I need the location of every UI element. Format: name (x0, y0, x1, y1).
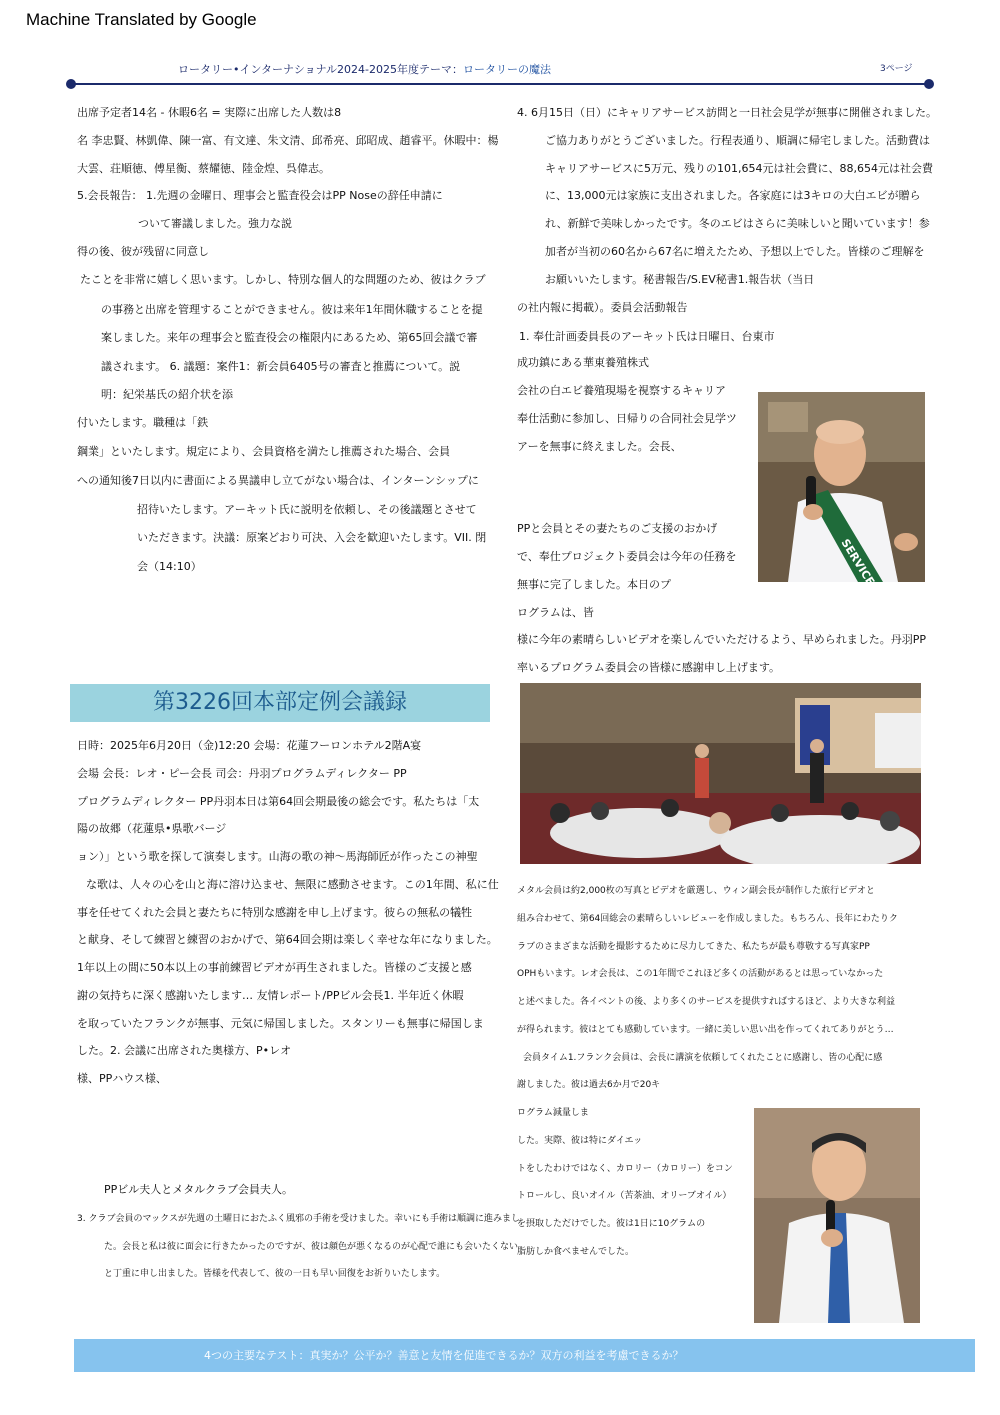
text-line: 成功鎮にある華東養殖株式 (517, 356, 649, 369)
text-line: トロールし、良いオイル（苦茶油、オリーブオイル） (517, 1191, 732, 1201)
text-line: した。実際、彼は特にダイエッ (517, 1136, 643, 1146)
rule-right-dot (924, 79, 934, 89)
text-line: 4. 6月15日（日）にキャリアサービス訪問と一日社会見学が無事に開催されました。 (517, 106, 937, 119)
text-line: ログラムは、皆 (517, 606, 594, 619)
text-line: への通知後7日以内に書面による異議申し立てがない場合は、インターンシップに (77, 474, 479, 487)
text-line: 組み合わせて、第64回総会の素晴らしいレビューを作成しました。もちろん、長年にわたりク (517, 914, 898, 924)
text-line: お願いいたします。秘書報告/S.EV秘書1.報告状（当日 (545, 273, 815, 286)
text-line: 加者が当初の60名から67名に増えたため、予想以上でした。皆様のご理解を (545, 245, 925, 258)
text-line: 大雲、荘順徳、傅星衡、蔡耀徳、陸金煌、呉偉志。 (77, 162, 330, 175)
photo-member-microphone (754, 1108, 920, 1323)
text-line: 様、PPハウス様、 (77, 1072, 167, 1085)
text-line: と献身、そして練習と練習のおかげで、第64回会期は楽しく幸せな年になりました。 (77, 933, 498, 946)
text-line: 謝の気持ちに深く感謝いたします… 友情レポート/PPビル会長1. 半年近く休暇 (77, 989, 464, 1002)
text-line: PPビル夫人とメタルクラブ会員夫人。 (104, 1183, 294, 1196)
text-line: に、13,000元は家族に支出されました。各家庭には3キロの大白エビが贈ら (545, 189, 921, 202)
theme-prefix: ロータリー•インターナショナル2024-2025年度テーマ： (178, 63, 464, 76)
text-line: 得の後、彼が残留に同意し (77, 245, 209, 258)
text-line: キャリアサービスに5万元、残りの101,654元は社会費に、88,654元は社会費 (545, 162, 933, 175)
text-line: 様に今年の素晴らしいビデオを楽しんでいただけるよう、早められました。丹羽PP (517, 633, 927, 646)
photo-speaker-sash (758, 392, 925, 582)
text-line: 会社の白エビ養殖現場を視察するキャリア (517, 384, 726, 397)
text-line: 陽の故郷（花蓮県•県歌バージ (77, 822, 227, 835)
text-line: 付いたします。職種は「鉄 (77, 416, 209, 429)
text-line: ご協力ありがとうございました。行程表通り、順調に帰宅しました。活動費は (545, 134, 930, 147)
newsletter-theme-header (178, 61, 551, 77)
text-line: ラブのさまざまな活動を撮影するために尽力してきた、私たちが最も尊敬する写真家PP (517, 942, 870, 952)
text-line: ョン）」という歌を探して演奏します。山海の歌の神～馬海師匠が作ったこの神聖 (77, 850, 478, 863)
text-line: 名 李忠賢、林凱偉、陳一富、有文達、朱文清、邱希亮、邱昭成、趙睿平。休暇中：楊 (77, 134, 499, 147)
page-number: 3ページ (880, 64, 913, 74)
text-line: ログラム減量しま (517, 1108, 589, 1118)
photo-meeting-room (520, 683, 921, 864)
text-line: の事務と出席を管理することができません。彼は来年1年間休職することを提 (101, 303, 483, 316)
text-line: プログラムディレクター PP丹羽本日は第64回会期最後の総会です。私たちは「太 (77, 795, 480, 808)
rule-left-dot (66, 79, 76, 89)
text-line: 率いるプログラム委員会の皆様に感謝申し上げます。 (517, 661, 781, 674)
text-line: トをしたわけではなく、カロリー（カロリー）をコン (517, 1164, 733, 1174)
text-line: した。2. 会議に出席された奥様方、P•レオ (77, 1044, 292, 1057)
text-line: と丁重に申し出ました。皆様を代表して、彼の一日も早い回復をお祈りいたします。 (104, 1269, 446, 1279)
text-line: 1. 奉仕計画委員長のアーキット氏は日曜日、台東市 (519, 330, 775, 343)
text-line: 会（14:10） (137, 560, 202, 573)
photo-meeting-room-art (520, 683, 921, 864)
text-line: で、奉仕プロジェクト委員会は今年の任務を (517, 550, 737, 563)
text-line: たことを非常に嬉しく思います。しかし、特別な個人的な問題のため、彼はクラブ (80, 273, 486, 286)
text-line: を取っていたフランクが無事、元気に帰国しました。スタンリーも無事に帰国しま (77, 1017, 484, 1030)
four-way-test-footer (74, 1339, 975, 1372)
text-line: 3. クラブ会員のマックスが先週の土曜日におたふく風邪の手術を受けました。幸いにも手術は順調に進みまし (77, 1214, 521, 1224)
text-line: が得られます。彼はとても感動しています。一緒に美しい思い出を作ってくれてありがとう… (517, 1025, 894, 1035)
text-line: アーを無事に終えました。会長、 (517, 440, 682, 453)
text-line: メタル会員は約2,000枚の写真とビデオを厳選し、ウィン副会長が制作した旅行ビデオと (517, 886, 875, 896)
text-line: た。会長と私は彼に面会に行きたかったのですが、彼は顔色が悪くなるのが心配で誰にも会いたくない (104, 1242, 519, 1252)
text-line: 謝しました。彼は過去6か月で20キ (517, 1080, 661, 1090)
text-line: を摂取しただけでした。彼は1日に10グラムの (517, 1219, 706, 1229)
text-line: 日時：2025年6月20日（金)12:20 会場：花蓮フーロンホテル2階A宴 (77, 739, 422, 752)
text-line: 会場 会長：レオ・ピー会長 司会：丹羽プログラムディレクター PP (77, 767, 407, 780)
photo-speaker-sash-art (758, 392, 925, 582)
text-line: PPと会員とその妻たちのご支援のおかげ (517, 522, 718, 535)
theme-title: ロータリーの魔法 (463, 63, 552, 76)
four-way-test-text: 4つの主要なテスト：真実か？公平か？善意と友情を促進できるか？双方の利益を考慮できるか？ (204, 1349, 684, 1362)
text-line: 1年以上の間に50本以上の事前練習ビデオが再生されました。皆様のご支援と感 (77, 961, 472, 974)
text-line: 明：紀栄基氏の紹介状を添 (101, 388, 233, 401)
text-line: 奉仕活動に参加し、日帰りの合同社会見学ツ (517, 412, 737, 425)
section-title-meeting-minutes: 第3226回本部定例会議録 (70, 684, 490, 722)
text-line: 議されます。 6. 議題：案件1：新会員6405号の審査と推薦について。説 (101, 360, 461, 373)
text-line: 無事に完了しました。本日のプ (517, 578, 671, 591)
text-line: 会員タイム1.フランク会員は、会長に講演を依頼してくれたことに感謝し、皆の心配に感 (523, 1053, 883, 1063)
header-rule (70, 83, 932, 85)
text-line: 招待いたします。アーキット氏に説明を依頼し、その後議題とさせて (137, 503, 477, 516)
text-line: 鋼業」といたします。規定により、会員資格を満たし推薦された場合、会員 (77, 445, 451, 458)
photo-member-microphone-art (754, 1108, 920, 1323)
text-line: 案しました。来年の理事会と監査役会の権限内にあるため、第65回会議で審 (101, 331, 478, 344)
machine-translation-banner: Machine Translated by Google (26, 10, 257, 29)
text-line: と述べました。各イベントの後、より多くのサービスを提供すればするほど、より大きな利益 (517, 997, 896, 1007)
text-line: 事を任せてくれた会員と妻たちに特別な感謝を申し上げます。彼らの無私の犠牲 (77, 906, 473, 919)
text-line: いただきます。決議：原案どおり可決、入会を歓迎いたします。VII. 閉 (137, 531, 487, 544)
text-line: れ、新鮮で美味しかったです。冬のエビはさらに美味しいと聞いています！参 (545, 217, 930, 230)
text-line: 脂肪しか食べませんでした。 (517, 1247, 635, 1257)
text-line: の社内報に掲載）。委員会活動報告 (517, 301, 688, 314)
text-line: ついて審議しました。強力な説 (138, 217, 292, 230)
text-line: 5.会長報告： 1.先週の金曜日、理事会と監査役会はPP Noseの辞任申請に (77, 189, 443, 202)
text-line: な歌は、人々の心を山と海に溶け込ませ、無限に感動させます。この1年間、私に仕 (86, 878, 499, 891)
text-line: OPHもいます。レオ会長は、この1年間でこれほど多くの活動があるとは思っていなかった (517, 969, 884, 979)
text-line: 出席予定者14名 - 休暇6名 = 実際に出席した人数は8 (77, 106, 342, 119)
sash-lettering: SERVICE (838, 536, 878, 582)
